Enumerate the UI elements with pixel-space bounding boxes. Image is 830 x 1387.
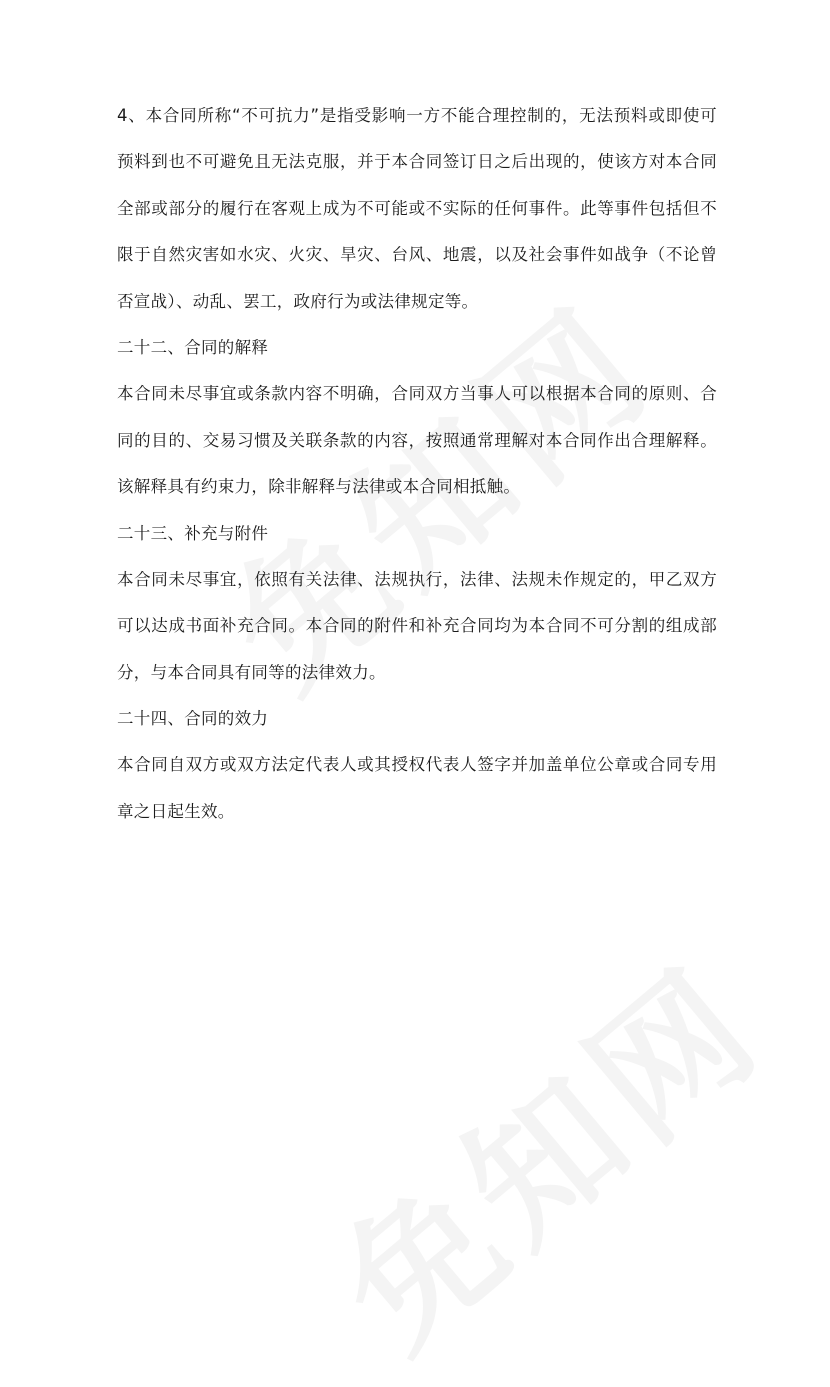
- text-line: 预料到也不可避免且无法克服，并于本合同签订日之后出现的，使该方对本合同: [117, 152, 717, 172]
- text-line: 该解释具有约束力，除非解释与法律或本合同相抵触。: [117, 477, 521, 497]
- paragraph-force-majeure: [117, 106, 717, 312]
- paragraph-supplements: [117, 570, 717, 683]
- text-line: 本合同未尽事宜或条款内容不明确，合同双方当事人可以根据本合同的原则、合: [117, 384, 717, 404]
- paragraph-effectiveness: [117, 755, 717, 821]
- text-line: 章之日起生效。: [117, 801, 235, 821]
- section-heading: 二十三、补充与附件: [117, 523, 269, 543]
- watermark: [287, 909, 798, 1387]
- document-body: [117, 106, 717, 848]
- text-line: 分，与本合同具有同等的法律效力。: [117, 662, 386, 682]
- text-line: 4、本合同所称“不可抗力”是指受影响一方不能合理控制的，无法预料或即使可: [117, 106, 717, 125]
- paragraph-interpretation: [117, 384, 717, 497]
- text-line: 本合同自双方或双方法定代表人或其授权代表人签字并加盖单位公章或合同专用: [117, 755, 717, 775]
- text-line: 本合同未尽事宜，依照有关法律、法规执行，法律、法规未作规定的，甲乙双方: [117, 569, 717, 589]
- text-line: 可以达成书面补充合同。本合同的附件和补充合同均为本合同不可分割的组成部: [117, 616, 717, 636]
- section-heading: 二十四、合同的效力: [117, 709, 269, 729]
- text-line: 否宣战）、动乱、罢工，政府行为或法律规定等。: [117, 291, 479, 311]
- text-line: 同的目的、交易习惯及关联条款的内容，按照通常理解对本合同作出合理解释。: [117, 430, 717, 450]
- text-line: 全部或部分的履行在客观上成为不可能或不实际的任何事件。此等事件包括但不: [117, 198, 717, 218]
- text-line: 限于自然灾害如水灾、火灾、旱灾、台风、地震，以及社会事件如战争（不论曾: [117, 245, 717, 265]
- section-heading: 二十二、合同的解释: [117, 337, 269, 357]
